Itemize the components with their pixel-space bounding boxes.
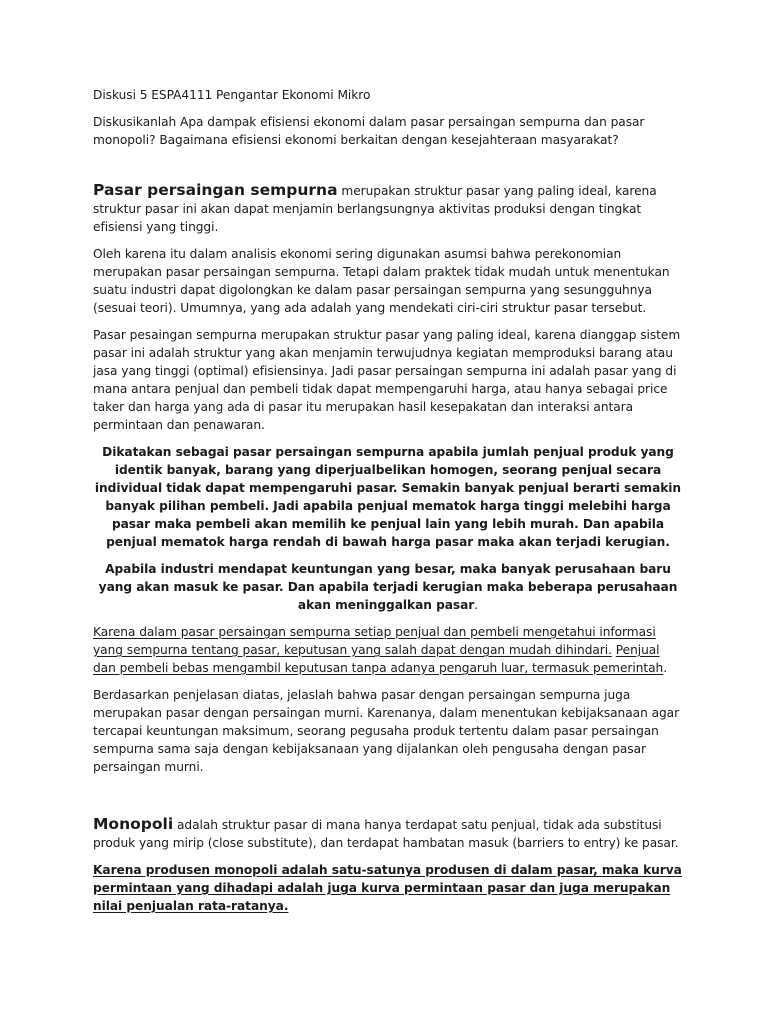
section1-paragraph-2: Oleh karena itu dalam analisis ekonomi sering digunakan asumsi bahwa perekonomian merupakan pasar persaingan sempurna. Tetapi dalam praktek tidak mudah untuk menentukan suatu industri dapat digolongkan ke dalam pasar persaingan sempurna yang sesungguhnya (sesuai teori). Umumnya, yang ada adalah yang mendekati ciri-ciri struktur pasar tersebut. (93, 247, 670, 315)
section1-lead-rest: merupakan struktur pasar yang paling ideal, karena struktur pasar ini akan dapat menjamin berlangsungnya aktivitas produksi dengan tingkat efisiensi yang tinggi. (93, 184, 657, 234)
bold2-period: . (474, 598, 479, 612)
section1-conclusion: Berdasarkan penjelasan diatas, jelaslah bahwa pasar dengan persaingan sempurna juga merupakan pasar dengan persaingan murni. Karenanya, dalam menentukan kebijaksanaan agar tercapai keuntungan maksimum, seorang pegusaha produk tertentu dalam pasar persaingan sempurna sama saja dengan kebijaksanaan yang dijalankan oleh pengusaha dengan pasar persaingan murni. (93, 688, 680, 774)
section1-paragraph-3: Pasar pesaingan sempurna merupakan struktur pasar yang paling ideal, karena dianggap sistem pasar ini adalah struktur yang akan menjamin terwujudnya kegiatan memproduksi barang atau jasa yang tinggi (optimal) efisiensinya. Jadi pasar persaingan sempurna ini adalah pasar yang di mana antara penjual dan pembeli tidak dapat mempengaruhi harga, atau hanya sebagai price taker dan harga yang ada di pasar itu merupakan hasil kesepakatan dan interaksi antara permintaan dan penawaran. (93, 328, 681, 432)
underline-sentence-2: Penjual dan pembeli bebas mengambil keputusan tanpa adanya pengaruh luar, termasuk pemerintah (93, 643, 664, 675)
bold2-text: Apabila industri mendapat keuntungan yang besar, maka banyak perusahaan baru yang akan masuk ke pasar. Dan apabila terjadi kerugian maka beberapa perusahaan akan meninggalkan pasar (98, 562, 678, 612)
spacer (93, 785, 683, 815)
section1-underlined-paragraph (93, 623, 683, 677)
section1-intro (93, 181, 683, 236)
section2-lead-term: Monopoli (93, 815, 174, 833)
section2-lead-rest: adalah struktur pasar di mana hanya terdapat satu penjual, tidak ada substitusi produk yang mirip (close substitute), dan terdapat hambatan masuk (barriers to entry) ke pasar. (93, 818, 679, 850)
spacer (93, 149, 683, 181)
document-title: Diskusi 5 ESPA4111 Pengantar Ekonomi Mikro (93, 88, 371, 102)
section1-lead-term: Pasar persaingan sempurna (93, 181, 338, 199)
discussion-question: Diskusikanlah Apa dampak efisiensi ekonomi dalam pasar persaingan sempurna dan pasar monopoli? Bagaimana efisiensi ekonomi berkaitan dengan kesejahteraan masyarakat? (93, 115, 645, 147)
section2-bold-underlined-paragraph: Karena produsen monopoli adalah satu-satunya produsen di dalam pasar, maka kurva permintaan yang dihadapi adalah juga kurva permintaan pasar dan juga merupakan nilai penjualan rata-ratanya. (93, 863, 682, 913)
underline-sentence-1: Karena dalam pasar persaingan sempurna setiap penjual dan pembeli mengetahui informasi yang sempurna tentang pasar, keputusan yang salah dapat dengan mudah dihindari. (93, 625, 656, 657)
section2-intro (93, 815, 683, 852)
document-page (93, 86, 683, 924)
section1-bold-paragraph-1: Dikatakan sebagai pasar persaingan sempurna apabila jumlah penjual produk yang identik banyak, barang yang diperjualbelikan homogen, seorang penjual secara individual tidak dapat mempengaruhi pasar. Semakin banyak penjual berarti semakin banyak pilihan pembeli. Jadi apabila penjual mematok harga tinggi melebihi harga pasar maka pembeli akan memilih ke penjual lain yang lebih murah. Dan apabila penjual mematok harga rendah di bawah harga pasar maka akan terjadi kerugian. (94, 445, 682, 549)
section1-bold-paragraph-2 (93, 560, 683, 614)
underline-period: . (663, 661, 668, 675)
